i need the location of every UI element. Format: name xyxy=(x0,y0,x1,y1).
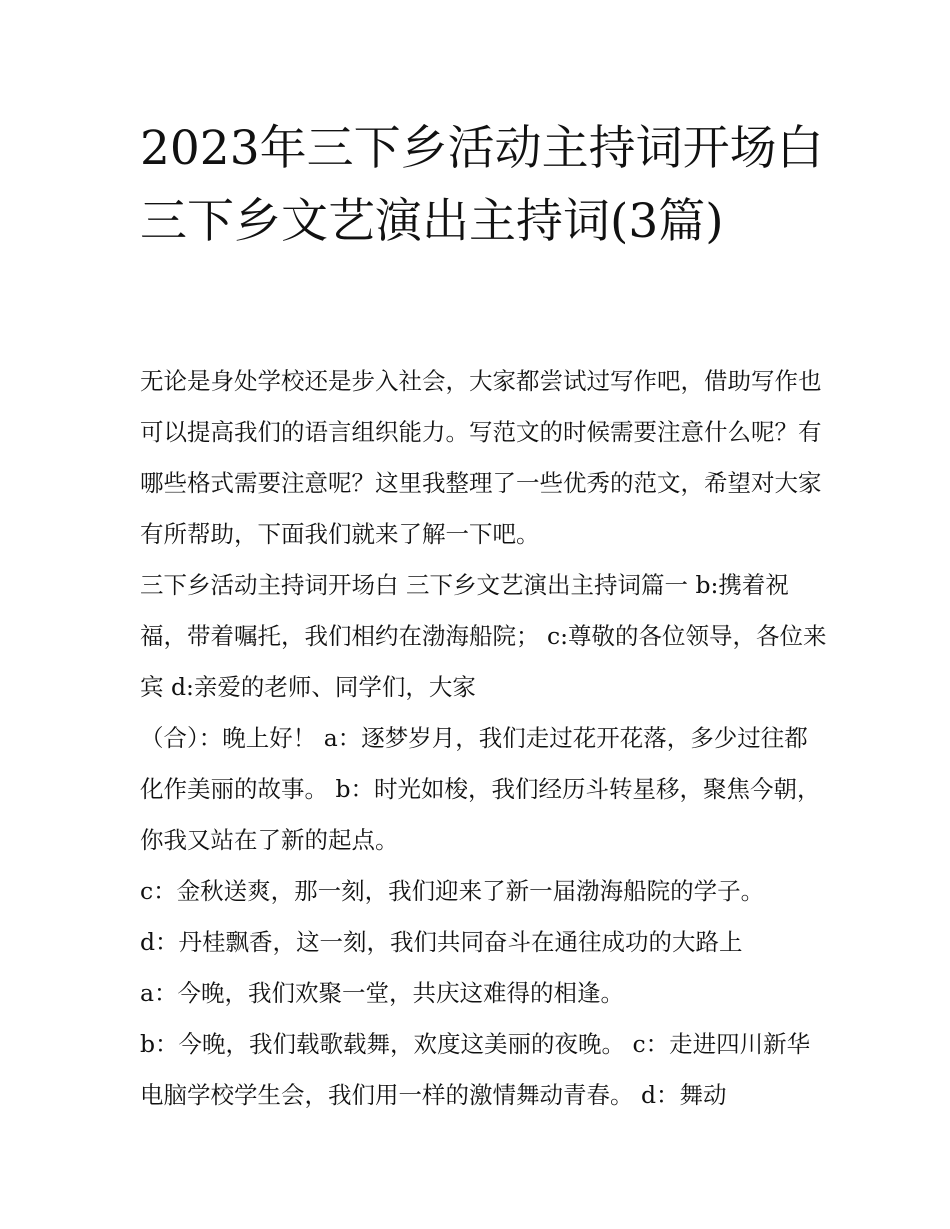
paragraph-line-c: c：金秋送爽，那一刻，我们迎来了新一届渤海船院的学子。 xyxy=(140,877,765,905)
paragraph-line-d: d：丹桂飘香，这一刻，我们共同奋斗在通往成功的大路上 xyxy=(140,928,743,956)
document-title: 2023年三下乡活动主持词开场白 三下乡文艺演出主持词(3篇) xyxy=(140,121,824,249)
paragraph-intro: 无论是身处学校还是步入社会，大家都尝试过写作吧，借助写作也可以提高我们的语言组织能力。写范文的时候需要注意什么呢？有哪些格式需要注意呢？这里我整理了一些优秀的范文，希望对大家有所帮助，下面我们就来了解一下吧。 xyxy=(140,367,822,548)
document-body xyxy=(140,356,830,1121)
paragraph-greeting: （合）：晚上好！ a：逐梦岁月，我们走过花开花落，多少过往都化作美丽的故事。 b：时光如梭，我们经历斗转星移，聚焦今朝，你我又站在了新的起点。 xyxy=(140,724,821,854)
paragraph-line-a: a：今晚，我们欢聚一堂，共庆这难得的相逢。 xyxy=(140,979,625,1007)
paragraph-opening: 三下乡活动主持词开场白 三下乡文艺演出主持词篇一 b:携着祝福，带着嘱托，我们相约在渤海船院； c:尊敬的各位领导，各位来宾 d:亲爱的老师、同学们，大家 xyxy=(140,571,827,701)
paragraph-line-b: b：今晚，我们载歌载舞，欢度这美丽的夜晚。 c：走进四川新华电脑学校学生会，我们用一样的激情舞动青春。 d：舞动 xyxy=(140,1030,811,1109)
